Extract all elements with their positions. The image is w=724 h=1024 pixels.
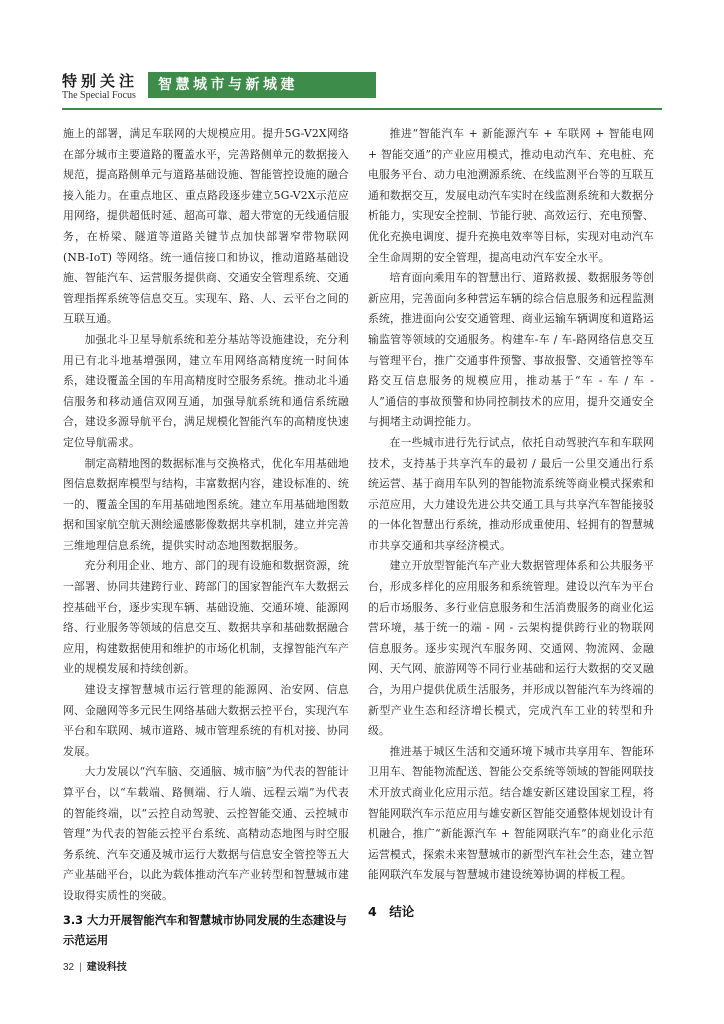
paragraph: 加强北斗卫星导航系统和差分基站等设施建设，充分利用已有北斗地基增强网，建立车用网络高精度统一时间体系，建设覆盖全国的车用高精度时空服务系统。推动北斗通信服务和移动通信双网互通，加强导航系统和通信系统融合，建设多源导航平台，满足规模化智能汽车的高精度快速定位导航需求。 bbox=[63, 332, 349, 449]
left-column bbox=[63, 124, 349, 952]
paragraph: 大力发展以“汽车脑、交通脑、城市脑”为代表的智能计算平台，以“车载端、路侧端、行人端、远程云端”为代表的智能终端，以“云控自动驾驶、云控智能交通、云控城市管理”为代表的智能云控平台系统、高精动态地图与时空服务系统、汽车交通及城市运行大数据与信息安全管控等五大产业基础平台，以此为载体推动汽车产业转型和智慧城市建设取得实质性的突破。 bbox=[63, 765, 349, 902]
page-number: 32 bbox=[63, 962, 75, 973]
paragraph: 推进“智能汽车 + 新能源汽车 + 车联网 + 智能电网 + 智能交通”的产业应用模式，推动电动汽车、充电桩、充电服务平台、动力电池溯源系统、在线监测平台等的互联互通和数据交互，发展电动汽车实时在线监测系统和大数据分析能力，实现安全控制、节能行驶、高效运行、充电预警、优化充换电调度、提升充换电效率等目标，实现对电动汽车全生命周期的安全管理，提高电动汽车安全水平。 bbox=[368, 127, 654, 264]
magazine-name: 建设科技 bbox=[86, 962, 127, 973]
page-header bbox=[62, 70, 662, 106]
right-column bbox=[368, 124, 654, 922]
paragraph: 推进基于城区生活和交通环境下城市共享用车、智能环卫用车、智能物流配送、智能公交系统等领域的智能网联技术开放式商业化应用示范。结合雄安新区建设国家工程，将智能网联汽车示范应用与雄安新区智能交通整体规划设计有机融合，推广“新能源汽车 + 智能网联汽车”的商业化示范运营模式，探索未来智慧城市的新型汽车社会生态，建立智能网联汽车发展与智慧城市建设统筹协调的样板工程。 bbox=[368, 744, 654, 882]
page-footer bbox=[63, 958, 127, 973]
topic-banner: 智慧城市与新城建 bbox=[148, 72, 376, 98]
footer-separator: | bbox=[79, 962, 82, 973]
section-heading: 3.3 大力开展智能汽车和智慧城市协同发展的生态建设与示范运用 bbox=[63, 913, 347, 948]
paragraph: 制定高精地图的数据标准与交换格式，优化车用基础地图信息数据库模型与结构，丰富数据内容，建设标准的、统一的、覆盖全国的车用基础地图系统。建立车用基础地图数据和国家航空航天测绘遥感影像数据共享机制，建立并完善三维地理信息系统，提供实时动态地图数据服务。 bbox=[63, 456, 349, 552]
paragraph: 建设支撑智慧城市运行管理的能源网、治安网、信息网、金融网等多元民生网络基础大数据云控平台，实现汽车平台和车联网、城市道路、城市管理系统的有机对接、协同发展。 bbox=[63, 683, 349, 758]
header-divider bbox=[62, 108, 662, 110]
paragraph: 施上的部署，满足车联网的大规模应用。提升5G-V2X网络在部分城市主要道路的覆盖水平，完善路侧单元的数据接入规范，提高路侧单元与道路基础设施、智能管控设施的融合接入能力。在重点地区、重点路段逐步建立5G-V2X示范应用网络，提供超低时延、超高可靠、超大带宽的无线通信服务，在桥梁、隧道等道路关键节点加快部署窄带物联网 (NB-IoT) 等网络。统一通信接口和协议，推动道路基础设施、智能汽车、运营服务提供商、交通安全管理系统、交通管理指挥系统等信息交互。实现车、路、人、云平台之间的互联互通。 bbox=[63, 127, 349, 326]
conclusion-heading: 4 结论 bbox=[368, 903, 415, 919]
paragraph: 建立开放型智能汽车产业大数据管理体系和公共服务平台，形成多样化的应用服务和系统管理。建设以汽车为平台的后市场服务、多行业信息服务和生活消费服务的商业化运营环境，基于统一的端 - 网 - 云架构提供跨行业的物联网信息服务。逐步实现汽车服务网、交通网、物流网、金融网、天气网、旅游网等不同行业基础和运行大数据的交叉融合，为用户提供优质生活服务，并形成以智能汽车为终端的新型产业生态和经济增长模式，完成汽车工业的转型和升级。 bbox=[368, 559, 654, 738]
paragraph: 培育面向乘用车的智慧出行、道路救援、数据服务等创新应用，完善面向多种营运车辆的综合信息服务和远程监测系统，推进面向公安交通管理、商业运输车辆调度和道路运输监管等领域的交通服务。构建车-车 / 车-路网络信息交互与管理平台，推广交通事件预警、事故报警、交通管控等车路交互信息服务的规模应用，推动基于“车 - 车 / 车 - 人”通信的事故预警和协同控制技术的应用，提升交通安全与拥堵主动调控能力。 bbox=[368, 271, 654, 429]
paragraph: 在一些城市进行先行试点，依托自动驾驶汽车和车联网技术，支持基于共享汽车的最初 / 最后一公里交通出行系统运营、基于商用车队列的智能物流系统等商业模式探索和示范应用，大力建设先进公共交通工具与共享汽车智能接驳的一体化智慧出行系统，推动形成重使用、轻拥有的智慧城市共享交通和共享经济模式。 bbox=[368, 435, 654, 552]
section-label-zh: 特别关注 bbox=[62, 72, 139, 90]
paragraph: 充分利用企业、地方、部门的现有设施和数据资源，统一部署、协同共建跨行业、跨部门的国家智能汽车大数据云控基础平台，逐步实现车辆、基础设施、交通环境、能源网络、行业服务等领域的信息交互、数据共享和基础数据融合应用，构建数据使用和维护的市场化机制，支撑智能汽车产业的规模发展和持续创新。 bbox=[63, 559, 349, 676]
section-label-en: The Special Focus bbox=[62, 90, 136, 101]
